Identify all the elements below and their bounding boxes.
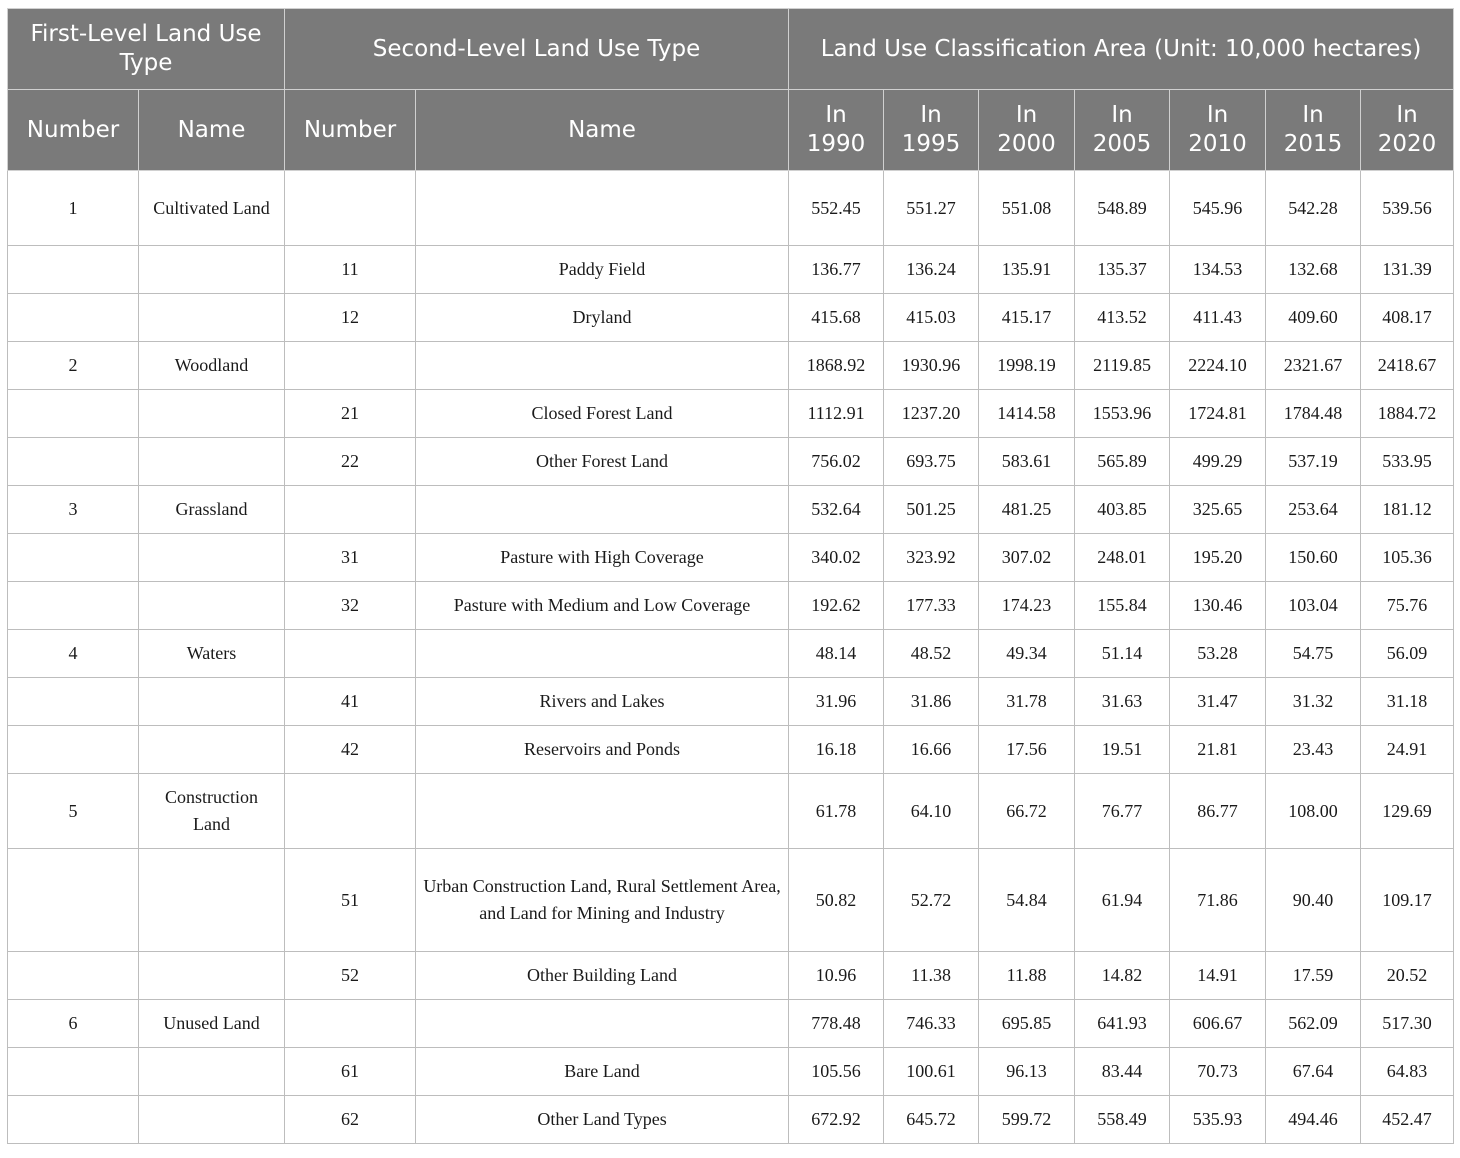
area-2000-cell: 599.72 (979, 1096, 1075, 1144)
second-level-number-cell: 41 (285, 678, 416, 726)
area-1990-cell: 415.68 (789, 294, 884, 342)
area-2000-cell: 481.25 (979, 486, 1075, 534)
header-number-2: Number (285, 90, 416, 171)
first-level-name-cell: Woodland (139, 342, 285, 390)
area-2015-cell: 562.09 (1266, 1000, 1361, 1048)
area-1995-cell: 48.52 (884, 630, 979, 678)
area-2015-cell: 17.59 (1266, 952, 1361, 1000)
area-2005-cell: 19.51 (1075, 726, 1170, 774)
first-level-number-cell (8, 849, 139, 952)
second-level-name-cell: Other Building Land (416, 952, 789, 1000)
second-level-name-cell: Urban Construction Land, Rural Settlement Area, and Land for Mining and Industry (416, 849, 789, 952)
header-row-sub (8, 90, 1454, 171)
area-2020-cell: 517.30 (1361, 1000, 1454, 1048)
area-1995-cell: 551.27 (884, 171, 979, 246)
table-row (8, 486, 1454, 534)
second-level-number-cell: 51 (285, 849, 416, 952)
area-1990-cell: 31.96 (789, 678, 884, 726)
area-2010-cell: 499.29 (1170, 438, 1266, 486)
table-row (8, 390, 1454, 438)
table-row (8, 774, 1454, 849)
first-level-number-cell: 3 (8, 486, 139, 534)
area-1995-cell: 16.66 (884, 726, 979, 774)
table-row (8, 1048, 1454, 1096)
area-1990-cell: 552.45 (789, 171, 884, 246)
first-level-name-cell (139, 534, 285, 582)
table-body (8, 171, 1454, 1144)
area-1995-cell: 11.38 (884, 952, 979, 1000)
area-2010-cell: 70.73 (1170, 1048, 1266, 1096)
area-2015-cell: 537.19 (1266, 438, 1361, 486)
area-2020-cell: 539.56 (1361, 171, 1454, 246)
second-level-name-cell: Reservoirs and Ponds (416, 726, 789, 774)
header-year-2000: In 2000 (979, 90, 1075, 171)
area-2000-cell: 695.85 (979, 1000, 1075, 1048)
area-2015-cell: 494.46 (1266, 1096, 1361, 1144)
area-2000-cell: 135.91 (979, 246, 1075, 294)
area-2000-cell: 66.72 (979, 774, 1075, 849)
table-row (8, 438, 1454, 486)
area-2015-cell: 108.00 (1266, 774, 1361, 849)
second-level-number-cell (285, 630, 416, 678)
first-level-number-cell (8, 678, 139, 726)
area-2005-cell: 83.44 (1075, 1048, 1170, 1096)
area-2020-cell: 24.91 (1361, 726, 1454, 774)
area-2015-cell: 253.64 (1266, 486, 1361, 534)
second-level-number-cell: 12 (285, 294, 416, 342)
table-row (8, 246, 1454, 294)
area-1990-cell: 192.62 (789, 582, 884, 630)
first-level-name-cell (139, 678, 285, 726)
first-level-name-cell (139, 952, 285, 1000)
second-level-number-cell: 22 (285, 438, 416, 486)
area-2000-cell: 583.61 (979, 438, 1075, 486)
area-2015-cell: 67.64 (1266, 1048, 1361, 1096)
first-level-name-cell (139, 582, 285, 630)
area-2000-cell: 174.23 (979, 582, 1075, 630)
area-1990-cell: 50.82 (789, 849, 884, 952)
area-2005-cell: 413.52 (1075, 294, 1170, 342)
second-level-number-cell: 52 (285, 952, 416, 1000)
first-level-name-cell (139, 438, 285, 486)
header-name-2: Name (416, 90, 789, 171)
first-level-name-cell (139, 246, 285, 294)
area-2015-cell: 132.68 (1266, 246, 1361, 294)
area-2015-cell: 103.04 (1266, 582, 1361, 630)
area-2010-cell: 411.43 (1170, 294, 1266, 342)
header-area: Land Use Classification Area (Unit: 10,000 hectares) (789, 9, 1454, 90)
second-level-name-cell: Other Forest Land (416, 438, 789, 486)
table-row (8, 678, 1454, 726)
table-row (8, 294, 1454, 342)
area-1995-cell: 52.72 (884, 849, 979, 952)
area-2020-cell: 533.95 (1361, 438, 1454, 486)
area-1995-cell: 136.24 (884, 246, 979, 294)
area-2005-cell: 1553.96 (1075, 390, 1170, 438)
area-1995-cell: 31.86 (884, 678, 979, 726)
first-level-number-cell (8, 582, 139, 630)
first-level-number-cell (8, 952, 139, 1000)
area-2020-cell: 408.17 (1361, 294, 1454, 342)
second-level-number-cell (285, 342, 416, 390)
first-level-number-cell: 2 (8, 342, 139, 390)
area-2020-cell: 56.09 (1361, 630, 1454, 678)
table-row (8, 1000, 1454, 1048)
first-level-number-cell (8, 294, 139, 342)
first-level-name-cell: Waters (139, 630, 285, 678)
first-level-name-cell: Grassland (139, 486, 285, 534)
area-2015-cell: 409.60 (1266, 294, 1361, 342)
header-year-2015: In 2015 (1266, 90, 1361, 171)
area-2015-cell: 542.28 (1266, 171, 1361, 246)
second-level-number-cell: 42 (285, 726, 416, 774)
second-level-name-cell: Closed Forest Land (416, 390, 789, 438)
area-2005-cell: 61.94 (1075, 849, 1170, 952)
area-1995-cell: 693.75 (884, 438, 979, 486)
first-level-name-cell (139, 726, 285, 774)
header-year-1990: In 1990 (789, 90, 884, 171)
area-2010-cell: 71.86 (1170, 849, 1266, 952)
area-1990-cell: 105.56 (789, 1048, 884, 1096)
table-row (8, 171, 1454, 246)
area-1995-cell: 1930.96 (884, 342, 979, 390)
area-1990-cell: 136.77 (789, 246, 884, 294)
first-level-number-cell (8, 1096, 139, 1144)
land-use-table (7, 8, 1454, 1144)
area-2005-cell: 76.77 (1075, 774, 1170, 849)
area-1995-cell: 501.25 (884, 486, 979, 534)
area-1990-cell: 1868.92 (789, 342, 884, 390)
area-2015-cell: 54.75 (1266, 630, 1361, 678)
second-level-number-cell: 62 (285, 1096, 416, 1144)
second-level-name-cell (416, 342, 789, 390)
area-2010-cell: 2224.10 (1170, 342, 1266, 390)
second-level-name-cell (416, 1000, 789, 1048)
area-2020-cell: 129.69 (1361, 774, 1454, 849)
area-2005-cell: 248.01 (1075, 534, 1170, 582)
second-level-number-cell: 61 (285, 1048, 416, 1096)
area-2020-cell: 181.12 (1361, 486, 1454, 534)
second-level-number-cell: 11 (285, 246, 416, 294)
area-2000-cell: 54.84 (979, 849, 1075, 952)
second-level-name-cell: Dryland (416, 294, 789, 342)
header-year-1995: In 1995 (884, 90, 979, 171)
area-2020-cell: 131.39 (1361, 246, 1454, 294)
area-2015-cell: 23.43 (1266, 726, 1361, 774)
first-level-number-cell: 1 (8, 171, 139, 246)
first-level-name-cell (139, 1096, 285, 1144)
first-level-number-cell (8, 534, 139, 582)
area-1990-cell: 778.48 (789, 1000, 884, 1048)
header-number-1: Number (8, 90, 139, 171)
first-level-name-cell (139, 849, 285, 952)
area-2005-cell: 558.49 (1075, 1096, 1170, 1144)
area-1995-cell: 177.33 (884, 582, 979, 630)
area-2010-cell: 535.93 (1170, 1096, 1266, 1144)
first-level-name-cell (139, 1048, 285, 1096)
area-2005-cell: 31.63 (1075, 678, 1170, 726)
area-2015-cell: 31.32 (1266, 678, 1361, 726)
area-1995-cell: 1237.20 (884, 390, 979, 438)
area-2005-cell: 135.37 (1075, 246, 1170, 294)
area-1990-cell: 672.92 (789, 1096, 884, 1144)
header-first-level: First-Level Land Use Type (8, 9, 285, 90)
area-1995-cell: 645.72 (884, 1096, 979, 1144)
table-row (8, 849, 1454, 952)
area-2010-cell: 31.47 (1170, 678, 1266, 726)
area-1995-cell: 64.10 (884, 774, 979, 849)
header-year-2005: In 2005 (1075, 90, 1170, 171)
area-2015-cell: 150.60 (1266, 534, 1361, 582)
first-level-number-cell (8, 390, 139, 438)
second-level-number-cell: 32 (285, 582, 416, 630)
area-2020-cell: 1884.72 (1361, 390, 1454, 438)
area-1995-cell: 746.33 (884, 1000, 979, 1048)
area-2000-cell: 1414.58 (979, 390, 1075, 438)
table-row (8, 1096, 1454, 1144)
second-level-name-cell: Bare Land (416, 1048, 789, 1096)
first-level-name-cell: Construction Land (139, 774, 285, 849)
second-level-name-cell: Pasture with Medium and Low Coverage (416, 582, 789, 630)
second-level-number-cell: 21 (285, 390, 416, 438)
area-1990-cell: 16.18 (789, 726, 884, 774)
area-2010-cell: 86.77 (1170, 774, 1266, 849)
first-level-number-cell: 5 (8, 774, 139, 849)
area-2010-cell: 14.91 (1170, 952, 1266, 1000)
area-1995-cell: 415.03 (884, 294, 979, 342)
header-year-2020: In 2020 (1361, 90, 1454, 171)
second-level-number-cell (285, 486, 416, 534)
area-2000-cell: 415.17 (979, 294, 1075, 342)
area-1990-cell: 340.02 (789, 534, 884, 582)
second-level-name-cell (416, 486, 789, 534)
area-2005-cell: 155.84 (1075, 582, 1170, 630)
table-row (8, 952, 1454, 1000)
area-1990-cell: 48.14 (789, 630, 884, 678)
first-level-name-cell: Cultivated Land (139, 171, 285, 246)
second-level-name-cell (416, 774, 789, 849)
area-2015-cell: 90.40 (1266, 849, 1361, 952)
first-level-number-cell (8, 438, 139, 486)
area-2010-cell: 21.81 (1170, 726, 1266, 774)
area-2010-cell: 1724.81 (1170, 390, 1266, 438)
second-level-number-cell (285, 774, 416, 849)
first-level-number-cell (8, 246, 139, 294)
area-1990-cell: 10.96 (789, 952, 884, 1000)
first-level-name-cell: Unused Land (139, 1000, 285, 1048)
second-level-name-cell: Other Land Types (416, 1096, 789, 1144)
table-row (8, 630, 1454, 678)
area-2020-cell: 31.18 (1361, 678, 1454, 726)
area-2000-cell: 31.78 (979, 678, 1075, 726)
area-2020-cell: 109.17 (1361, 849, 1454, 952)
area-1995-cell: 323.92 (884, 534, 979, 582)
second-level-number-cell (285, 171, 416, 246)
first-level-name-cell (139, 390, 285, 438)
area-2015-cell: 2321.67 (1266, 342, 1361, 390)
area-2010-cell: 545.96 (1170, 171, 1266, 246)
area-1990-cell: 756.02 (789, 438, 884, 486)
area-2005-cell: 641.93 (1075, 1000, 1170, 1048)
area-2010-cell: 134.53 (1170, 246, 1266, 294)
second-level-name-cell: Rivers and Lakes (416, 678, 789, 726)
area-1990-cell: 61.78 (789, 774, 884, 849)
table-row (8, 534, 1454, 582)
area-2000-cell: 49.34 (979, 630, 1075, 678)
area-2000-cell: 17.56 (979, 726, 1075, 774)
area-2005-cell: 51.14 (1075, 630, 1170, 678)
header-year-2010: In 2010 (1170, 90, 1266, 171)
second-level-number-cell (285, 1000, 416, 1048)
area-1995-cell: 100.61 (884, 1048, 979, 1096)
area-2015-cell: 1784.48 (1266, 390, 1361, 438)
area-2020-cell: 64.83 (1361, 1048, 1454, 1096)
area-2020-cell: 75.76 (1361, 582, 1454, 630)
second-level-number-cell: 31 (285, 534, 416, 582)
area-2000-cell: 551.08 (979, 171, 1075, 246)
area-2010-cell: 606.67 (1170, 1000, 1266, 1048)
area-2020-cell: 20.52 (1361, 952, 1454, 1000)
area-2010-cell: 53.28 (1170, 630, 1266, 678)
table-row (8, 342, 1454, 390)
header-second-level: Second-Level Land Use Type (285, 9, 789, 90)
first-level-number-cell: 4 (8, 630, 139, 678)
header-name-1: Name (139, 90, 285, 171)
first-level-number-cell (8, 1048, 139, 1096)
area-2000-cell: 96.13 (979, 1048, 1075, 1096)
second-level-name-cell (416, 630, 789, 678)
table-row (8, 582, 1454, 630)
second-level-name-cell (416, 171, 789, 246)
first-level-number-cell: 6 (8, 1000, 139, 1048)
area-2005-cell: 565.89 (1075, 438, 1170, 486)
header-row-top (8, 9, 1454, 90)
area-2000-cell: 11.88 (979, 952, 1075, 1000)
area-2010-cell: 130.46 (1170, 582, 1266, 630)
area-2020-cell: 2418.67 (1361, 342, 1454, 390)
second-level-name-cell: Paddy Field (416, 246, 789, 294)
area-2005-cell: 14.82 (1075, 952, 1170, 1000)
area-2000-cell: 1998.19 (979, 342, 1075, 390)
area-2000-cell: 307.02 (979, 534, 1075, 582)
first-level-number-cell (8, 726, 139, 774)
area-2020-cell: 105.36 (1361, 534, 1454, 582)
area-2005-cell: 548.89 (1075, 171, 1170, 246)
area-1990-cell: 1112.91 (789, 390, 884, 438)
area-2005-cell: 403.85 (1075, 486, 1170, 534)
area-2005-cell: 2119.85 (1075, 342, 1170, 390)
second-level-name-cell: Pasture with High Coverage (416, 534, 789, 582)
area-2020-cell: 452.47 (1361, 1096, 1454, 1144)
table-row (8, 726, 1454, 774)
area-2010-cell: 325.65 (1170, 486, 1266, 534)
first-level-name-cell (139, 294, 285, 342)
area-1990-cell: 532.64 (789, 486, 884, 534)
area-2010-cell: 195.20 (1170, 534, 1266, 582)
